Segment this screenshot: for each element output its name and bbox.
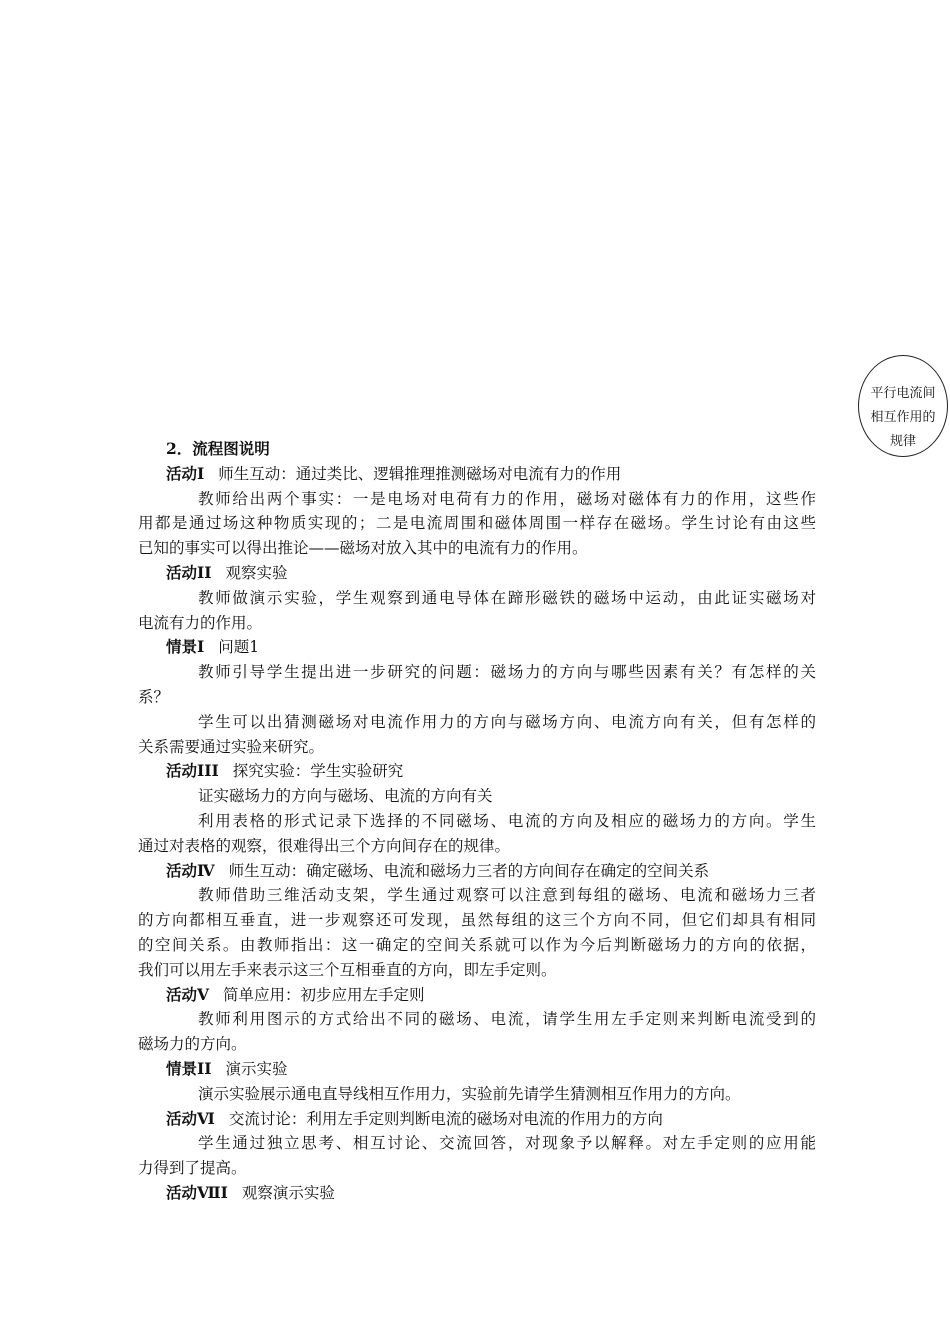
paragraph-line: 教师给出两个事实：一是电场对电荷有力的作用，磁场对磁体有力的作用，这些作 (198, 489, 816, 508)
paragraph-line: 力得到了提高。 (138, 1159, 247, 1178)
activity-title: 简单应用：初步应用左手定则 (223, 985, 425, 1004)
activity-title: 探究实验：学生实验研究 (232, 762, 404, 781)
circle-line: 相互作用的 (870, 410, 936, 425)
activity-label: 活动II (166, 562, 212, 582)
activity-heading (138, 1107, 816, 1132)
activity-label: 活动Ⅴ (166, 984, 210, 1004)
activity-title: 观察实验 (225, 563, 288, 582)
paragraph (138, 1131, 816, 1181)
paragraph-line: 的方向都相互垂直，进一步观察还可发现，虽然每组的这三个方向不同，但它们却具有相同 (138, 911, 816, 930)
document-body (138, 437, 816, 1206)
paragraph-line: 系？ (138, 687, 170, 706)
paragraph-line: 我们可以用左手来表示这三个互相垂直的方向，即左手定则。 (138, 960, 557, 979)
activity-title: 问题1 (218, 638, 260, 657)
activity-title: 观察演示实验 (241, 1183, 335, 1202)
paragraph-line: 教师借助三维活动支架，学生通过观察可以注意到每组的磁场、电流和磁场力三者 (198, 886, 816, 905)
paragraph-line: 教师做演示实验，学生观察到通电导体在蹄形磁铁的磁场中运动，由此证实磁场对 (198, 588, 816, 607)
activity-heading (138, 635, 816, 660)
topic-circle (858, 355, 948, 457)
paragraph-line: 通过对表格的观察，很难得出三个方向间存在的规律。 (138, 836, 511, 855)
paragraph (138, 784, 816, 809)
activity-heading (138, 983, 816, 1008)
activity-label: 活动Ⅵ (166, 1108, 215, 1128)
section-title: 2．流程图说明 (166, 439, 270, 458)
paragraph-line: 教师引导学生提出进一步研究的问题：磁场力的方向与哪些因素有关？有怎样的关 (198, 663, 816, 682)
activity-heading (138, 462, 816, 487)
activity-title: 师生互动：确定磁场、电流和磁场力三者的方向间存在确定的空间关系 (228, 861, 710, 880)
paragraph-line: 利用表格的形式记录下选择的不同磁场、电流的方向及相应的磁场力的方向。学生 (198, 811, 816, 830)
activity-label: 情景II (166, 1058, 212, 1078)
paragraph-line: 磁场力的方向。 (138, 1035, 247, 1054)
paragraph (138, 1082, 816, 1107)
paragraph (138, 809, 816, 859)
paragraph (138, 1007, 816, 1057)
paragraph (138, 883, 816, 982)
activity-title: 演示实验 (225, 1059, 288, 1078)
activity-heading (138, 561, 816, 586)
activity-title: 师生互动：通过类比、逻辑推理推测磁场对电流有力的作用 (218, 464, 622, 483)
paragraph-line: 已知的事实可以得出推论——磁场对放入其中的电流有力的作用。 (138, 539, 588, 558)
activity-heading (138, 1181, 816, 1206)
activity-label: 活动ⅦI (166, 1182, 228, 1202)
paragraph (138, 660, 816, 710)
activity-label: 活动Ⅰ (166, 463, 205, 483)
paragraph-line: 学生通过独立思考、相互讨论、交流回答，对现象予以解释。对左手定则的应用能 (198, 1134, 816, 1153)
activity-heading (138, 759, 816, 784)
paragraph (138, 586, 816, 636)
paragraph-line: 学生可以出猜测磁场对电流作用力的方向与磁场方向、电流方向有关，但有怎样的 (198, 712, 816, 731)
paragraph-line: 电流有力的作用。 (138, 613, 263, 632)
paragraph-line: 的空间关系。由教师指出：这一确定的空间关系就可以作为今后判断磁场力的方向的依据， (138, 935, 816, 954)
paragraph (138, 710, 816, 760)
circle-line: 平行电流间 (870, 386, 936, 401)
paragraph (138, 487, 816, 561)
activity-heading (138, 1057, 816, 1082)
activity-title: 交流讨论：利用左手定则判断电流的磁场对电流的作用力的方向 (228, 1109, 663, 1128)
paragraph-line: 证实磁场力的方向与磁场、电流的方向有关 (198, 787, 493, 806)
activity-heading (138, 859, 816, 884)
activity-label: 情景Ⅰ (166, 637, 205, 657)
activity-label: 活动Ⅳ (166, 860, 215, 880)
paragraph-line: 教师利用图示的方式给出不同的磁场、电流，请学生用左手定则来判断电流受到的 (198, 1010, 816, 1029)
topic-circle-text (863, 382, 943, 454)
flow-blocks (138, 462, 816, 1206)
paragraph-line: 用都是通过场这种物质实现的；二是电流周围和磁体周围一样存在磁场。学生讨论有由这些 (138, 514, 816, 533)
activity-label: 活动III (166, 761, 219, 781)
circle-line: 规律 (889, 434, 916, 449)
paragraph-line: 演示实验展示通电直导线相互作用力，实验前先请学生猜测相互作用力的方向。 (198, 1084, 741, 1103)
paragraph-line: 关系需要通过实验来研究。 (138, 737, 325, 756)
